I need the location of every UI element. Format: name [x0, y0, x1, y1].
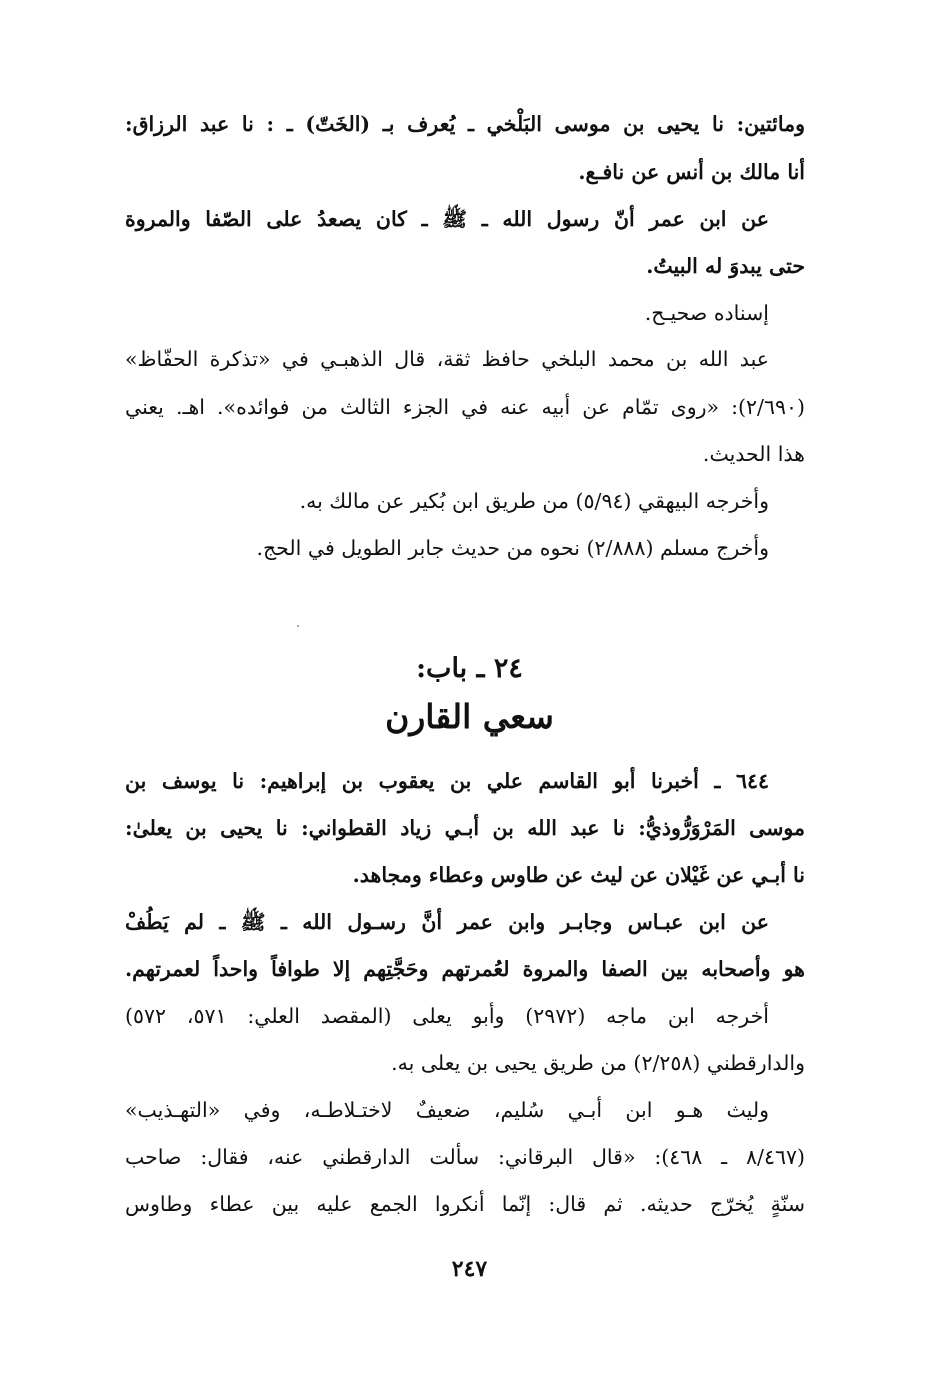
- text-line: عن ابن عمر أنّ رسول الله ـ ﷺ ـ كان يصعدُ على الصّفا والمروة: [125, 207, 769, 231]
- text-line: (٢/٦٩٠): «روى تمّام عن أبيه عنه في الجزء الثالث من فوائده». اهـ. يعني: [125, 395, 805, 419]
- stray-dot: [297, 625, 299, 627]
- text-line: وليث هـو ابن أبـي سُليم، ضعيفٌ لاختـلاطـه، وفي «التهـذيب»: [125, 1098, 769, 1122]
- text-line: وأخرج مسلم (٢/٨٨٨) نحوه من حديث جابر الطويل في الحج.: [256, 536, 769, 560]
- text-line: وأخرجه البيهقي (٥/٩٤) من طريق ابن بُكير عن مالك به.: [299, 489, 769, 513]
- text-line: سنّةٍ يُخرّج حديثه. ثم قال: إنّما أنكروا الجمع عليه بين عطاء وطاوس: [125, 1192, 805, 1216]
- chapter-number: ٢٤ ـ باب:: [416, 653, 523, 684]
- text-line: موسى المَرْوَرُّوذيُّ: نا عبد الله بن أبـي زياد القطواني: نا يحيى بن يعلىٰ:: [125, 816, 805, 840]
- text-line: ٦٤٤ ـ أخبرنا أبو القاسم علي بن يعقوب بن إبراهيم: نا يوسف بن: [125, 769, 769, 793]
- text-line: عبد الله بن محمد البلخي حافظ ثقة، قال الذهبـي في «تذكرة الحفّاظ»: [125, 347, 769, 371]
- chapter-title: سعي القارن: [385, 697, 554, 736]
- text-line: أنا مالك بن أنس عن نافـع.: [578, 160, 805, 184]
- text-line: حتى يبدوَ له البيتُ.: [646, 254, 805, 278]
- text-line: ومائتين: نا يحيى بن موسى البَلْخي ـ يُعرف بـ (الخَتّ) ـ : نا عبد الرزاق:: [125, 112, 805, 136]
- text-line: إسناده صحيـح.: [644, 301, 769, 325]
- text-line: هذا الحديث.: [702, 442, 805, 466]
- text-line: والدارقطني (٢/٢٥٨) من طريق يحيى بن يعلى به.: [391, 1051, 805, 1075]
- page-number: ٢٤٧: [451, 1256, 488, 1282]
- text-line: أخرجه ابن ماجه (٢٩٧٢) وأبو يعلى (المقصد العلي: ٥٧١، ٥٧٢): [125, 1004, 769, 1028]
- text-line: نا أبـي عن غَيْلان عن ليث عن طاوس وعطاء ومجاهد.: [352, 863, 805, 887]
- text-line: (٨/٤٦٧ ـ ٤٦٨): «قال البرقاني: سألت الدارقطني عنه، فقال: صاحب: [125, 1145, 805, 1169]
- text-line: هو وأصحابه بين الصفا والمروة لعُمرتهم وحَجَّتِهم إلا طوافاً واحداً لعمرتهم.: [125, 957, 805, 981]
- text-line: عن ابن عبـاس وجابـر وابن عمر أنَّ رسـول الله ـ ﷺ ـ لم يَطُفْ: [125, 910, 769, 934]
